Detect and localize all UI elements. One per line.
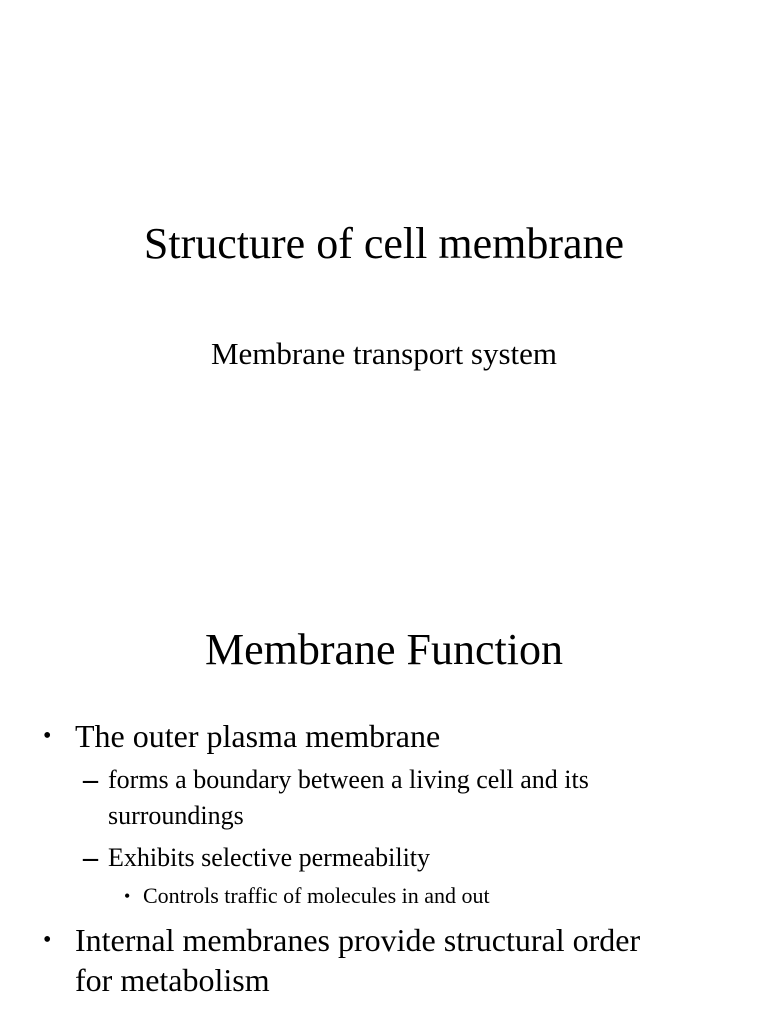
slide-subtitle: Membrane transport system — [210, 336, 558, 371]
bullet-text: Internal membranes provide structural order — [75, 922, 641, 958]
bullet-item — [0, 716, 768, 756]
sub-sub-bullet-text: Controls traffic of molecules in and out — [143, 883, 490, 908]
bullet-item — [0, 920, 768, 1000]
sub-bullet-item — [0, 840, 768, 876]
sub-bullet-text: forms a boundary between a living cell and its — [108, 765, 589, 794]
bullet-marker: • — [43, 927, 52, 953]
dash-marker: – — [83, 841, 98, 874]
sub-bullet-text-continued: surroundings — [108, 801, 244, 830]
slide-title: Structure of cell membrane — [143, 219, 625, 268]
bullet-text-continued: for metabolism — [75, 962, 270, 998]
sub-sub-bullet-item — [0, 881, 768, 911]
bullet-marker: • — [43, 723, 52, 749]
slide-title: Membrane Function — [204, 625, 564, 674]
sub-bullet-text: Exhibits selective permeability — [108, 843, 431, 872]
dash-marker: – — [83, 763, 98, 796]
bullet-marker: • — [124, 886, 131, 906]
bullet-text: The outer plasma membrane — [75, 718, 441, 754]
sub-bullet-item — [0, 762, 768, 834]
